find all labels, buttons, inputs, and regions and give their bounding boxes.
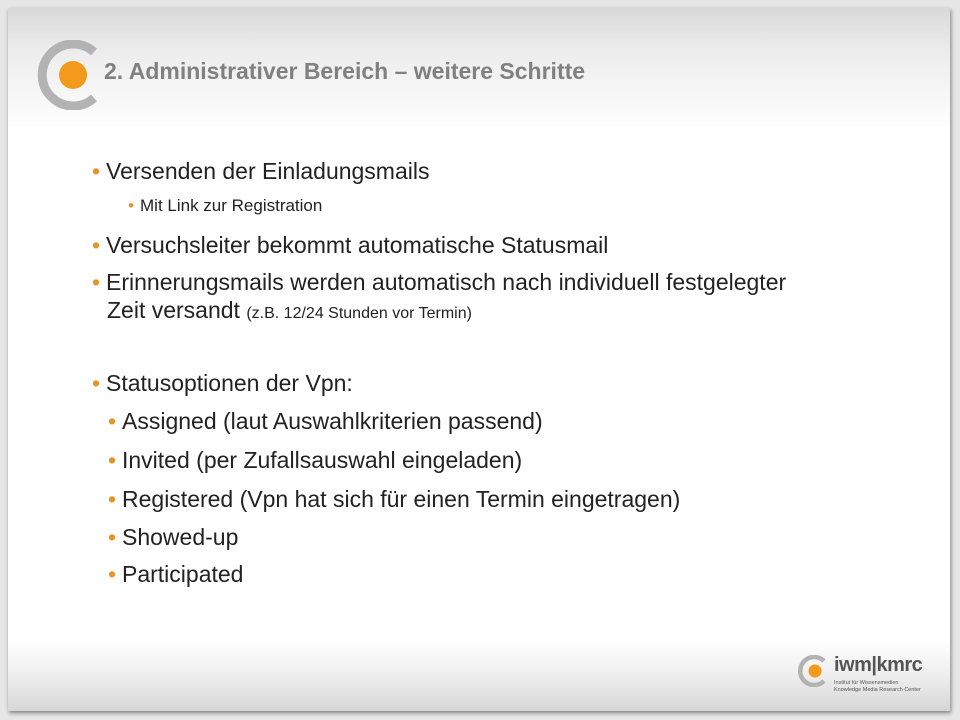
bullet-icon: • [108, 524, 117, 550]
list-item-text: Erinnerungsmails werden automatisch nach individuell festgelegter [106, 269, 787, 295]
footer-sub-en: Knowledge Media Research Center [834, 687, 921, 693]
list-item [108, 524, 238, 551]
bullet-icon: • [108, 447, 117, 473]
list-item-text: Versuchsleiter bekommt automatische Statusmail [106, 232, 609, 258]
list-item [108, 561, 243, 588]
bullet-icon: • [108, 486, 117, 512]
list-item [108, 486, 680, 513]
list-item-note: (z.B. 12/24 Stunden vor Termin) [246, 305, 472, 322]
bullet-icon: • [92, 158, 101, 184]
page-title: 2. Administrativer Bereich – weitere Schritte [104, 58, 586, 84]
bullet-icon: • [92, 370, 101, 396]
bullet-icon: • [92, 232, 101, 258]
list-item-text: Participated [122, 561, 244, 587]
bullet-icon: • [108, 408, 117, 434]
list-item [128, 196, 322, 216]
list-item [92, 370, 353, 397]
footer-brand: iwm|kmrc [834, 654, 923, 676]
footer-sub-de: Institut für Wissensmedien [834, 680, 899, 686]
list-item [108, 447, 522, 474]
list-item-text: Invited (per Zufallsauswahl eingeladen) [122, 447, 523, 473]
footer-logo [798, 653, 928, 697]
footer-logo-ring-icon [798, 655, 830, 687]
list-item-text: Registered (Vpn hat sich für einen Termin eingetragen) [122, 486, 681, 512]
bullet-list [8, 8, 950, 711]
bullet-icon: • [108, 561, 117, 587]
list-item [92, 158, 429, 185]
list-item-text: Assigned (laut Auswahlkriterien passend) [122, 408, 543, 434]
list-item [92, 232, 608, 259]
bullet-icon: • [92, 269, 101, 295]
list-item [108, 408, 543, 435]
list-item-text: Statusoptionen der Vpn: [106, 370, 353, 396]
list-item-text: Versenden der Einladungsmails [106, 158, 430, 184]
list-item-text-continued: Zeit versandt [107, 297, 240, 323]
list-item-text: Mit Link zur Registration [140, 196, 323, 215]
slide [8, 8, 950, 711]
list-item [92, 268, 922, 328]
list-item-text: Showed-up [122, 524, 239, 550]
bullet-icon: • [128, 196, 134, 215]
